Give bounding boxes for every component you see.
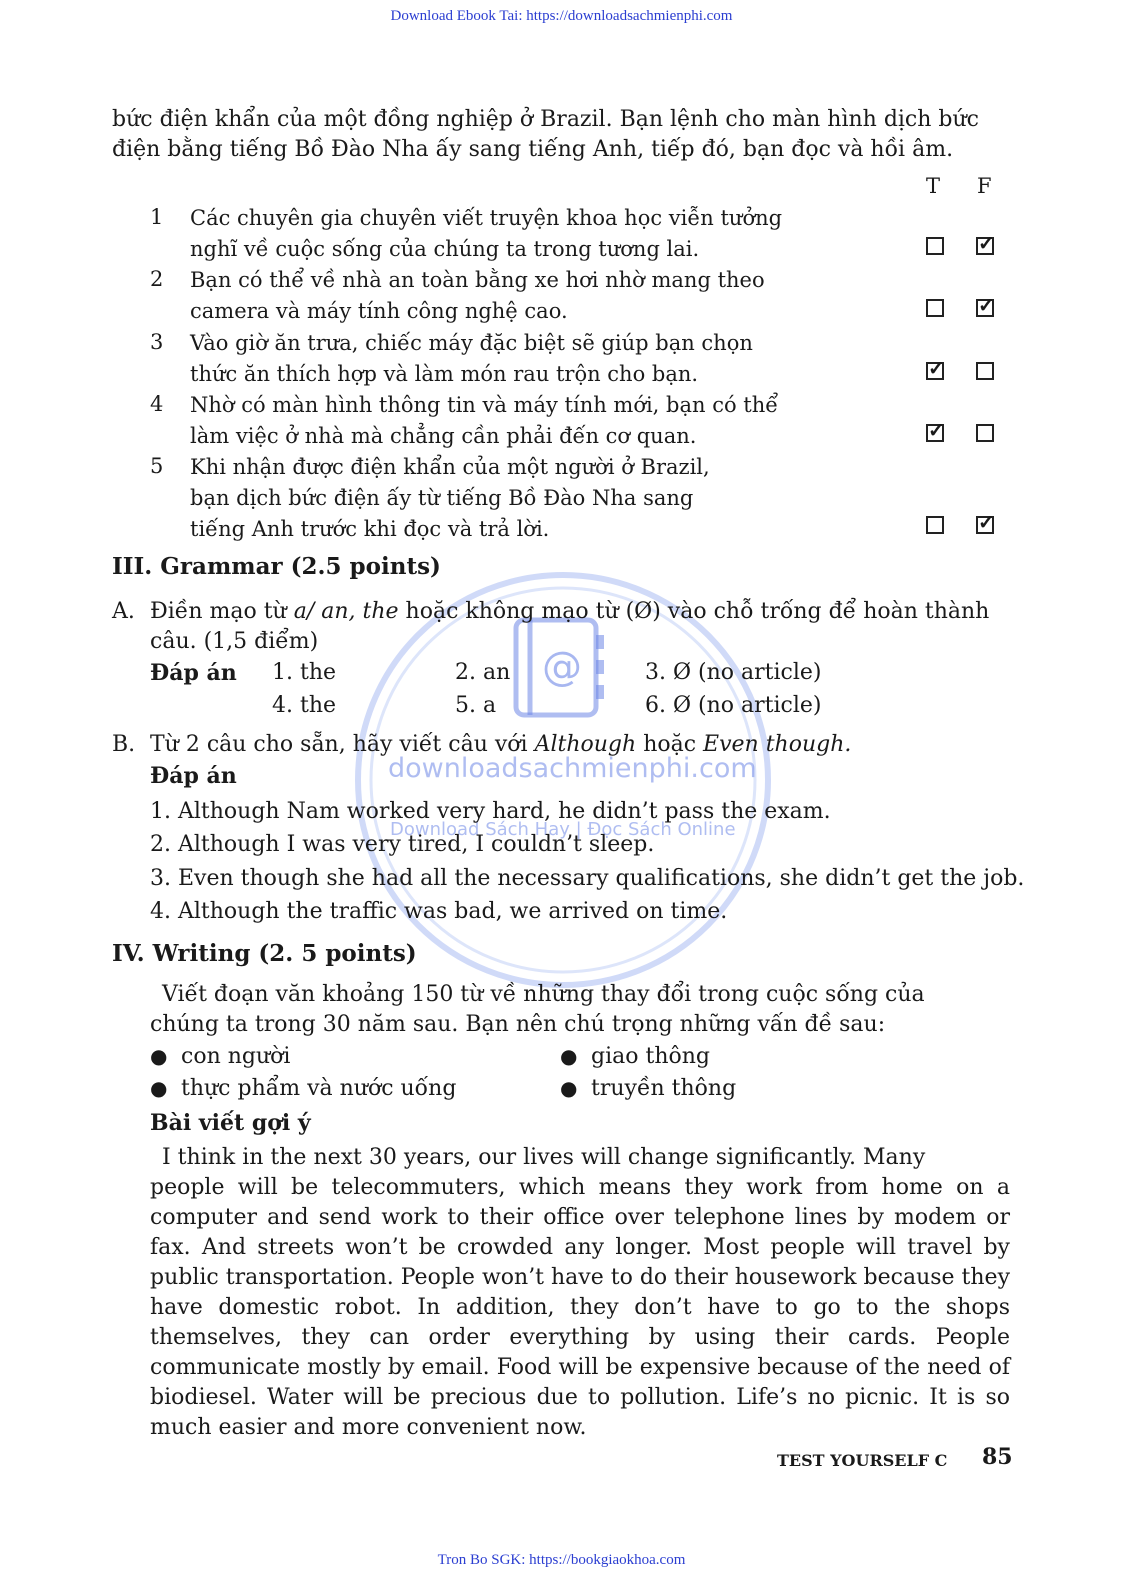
tf-item-number: 4: [150, 392, 164, 416]
bullet-item: thực phẩm và nước uống: [181, 1076, 457, 1101]
essay-line: public transportation. People won’t have to do their housework because they: [150, 1265, 1010, 1290]
b-answer-item: 3. Even though she had all the necessary qualifications, she didn’t get the job.: [150, 866, 1025, 891]
check-icon: ✓: [978, 293, 995, 317]
essay-line: biodiesel. Water will be precious due to pollution. Life’s no picnic. It is so: [150, 1385, 1010, 1410]
writing-heading: IV. Writing (2. 5 points): [112, 940, 417, 967]
bullet-icon: ●: [560, 1076, 578, 1100]
grammar-a-answer-label: Đáp án: [150, 660, 237, 686]
grammar-b-answer-label: Đáp án: [150, 763, 237, 789]
watermark-logo: [348, 565, 778, 995]
page-number: 85: [982, 1444, 1013, 1470]
false-checkbox[interactable]: [976, 293, 995, 317]
tf-item-number: 2: [150, 267, 164, 291]
false-checkbox[interactable]: [976, 362, 994, 380]
intro-line-2: điện bằng tiếng Bồ Đào Nha ấy sang tiếng Anh, tiếp đó, bạn đọc và hồi âm.: [112, 137, 954, 162]
watermark-site: downloadsachmienphi.com: [388, 753, 757, 784]
watermark-circle-icon: [348, 565, 778, 995]
true-checkbox[interactable]: [926, 356, 945, 380]
check-icon: ✓: [978, 510, 995, 534]
essay-line: communicate mostly by email. Food will be expensive because of the need of: [150, 1355, 1010, 1380]
essay-line: themselves, they can order everything by using their cards. People: [150, 1325, 1010, 1350]
footer-sgk-link[interactable]: Tron Bo SGK: https://bookgiaokhoa.com: [437, 1552, 686, 1568]
false-checkbox[interactable]: [976, 424, 994, 442]
tf-item-text: Bạn có thể về nhà an toàn bằng xe hơi nhờ mang theo camera và máy tính công nghệ cao.: [190, 268, 765, 323]
grammar-b-instruction: Từ 2 câu cho sẵn, hãy viết câu với Although hoặc Even though.: [150, 732, 852, 757]
bullet-icon: ●: [150, 1044, 168, 1068]
sample-heading: Bài viết gợi ý: [150, 1110, 311, 1136]
intro-line-1: bức điện khẩn của một đồng nghiệp ở Brazil. Bạn lệnh cho màn hình dịch bức: [112, 107, 979, 132]
writing-prompt-1: Viết đoạn văn khoảng 150 từ về những thay đổi trong cuộc sống của: [162, 982, 925, 1007]
watermark-tagline: Download Sách Hay | Đọc Sách Online: [390, 819, 736, 840]
tf-item-text: Vào giờ ăn trưa, chiếc máy đặc biệt sẽ giúp bạn chọn thức ăn thích hợp và làm món rau trộn cho bạn.: [190, 331, 753, 386]
answer-item: 6. Ø (no article): [645, 693, 822, 718]
false-checkbox[interactable]: [976, 231, 995, 255]
answer-item: 2. an: [455, 660, 511, 685]
writing-prompt-2: chúng ta trong 30 năm sau. Bạn nên chú trọng những vấn đề sau:: [150, 1012, 886, 1037]
essay-line: I think in the next 30 years, our lives will change significantly. Many: [162, 1145, 926, 1170]
tf-item-text: Các chuyên gia chuyên viết truyện khoa học viễn tưởng nghĩ về cuộc sống của chúng ta trong tương lai.: [190, 206, 783, 261]
svg-text:@: @: [542, 644, 582, 690]
b-answer-item: 2. Although I was very tired, I couldn’t sleep.: [150, 832, 655, 857]
bullet-icon: ●: [560, 1044, 578, 1068]
tf-item-text: Khi nhận được điện khẩn của một người ở Brazil, bạn dịch bức điện ấy từ tiếng Bồ Đào Nha sang tiếng Anh trước khi đọc và trả lời.: [190, 455, 710, 541]
grammar-a-label: A.: [112, 599, 135, 624]
tf-header-f: F: [977, 174, 992, 198]
answer-item: 1. the: [272, 660, 337, 685]
essay-line: fax. And streets won’t be crowded any longer. Most people will travel by: [150, 1235, 1010, 1260]
essay-line: much easier and more convenient now.: [150, 1415, 587, 1440]
bullet-item: truyền thông: [591, 1076, 737, 1101]
b-answer-item: 4. Although the traffic was bad, we arrived on time.: [150, 899, 728, 924]
essay-line: have domestic robot. In addition, they don’t have to go to the shops: [150, 1295, 1010, 1320]
essay-line: computer and send work to their office over telephone lines by modem or: [150, 1205, 1010, 1230]
b-answer-item: 1. Although Nam worked very hard, he didn’t pass the exam.: [150, 799, 831, 824]
check-icon: ✓: [928, 356, 945, 380]
essay-line: people will be telecommuters, which means they work from home on a: [150, 1175, 1010, 1200]
answer-item: 3. Ø (no article): [645, 660, 822, 685]
true-checkbox[interactable]: [926, 237, 944, 255]
running-footer-label: TEST YOURSELF C: [777, 1451, 948, 1470]
tf-header-t: T: [926, 174, 941, 198]
bullet-item: giao thông: [591, 1044, 710, 1069]
bullet-icon: ●: [150, 1076, 168, 1100]
tf-item-text: Nhờ có màn hình thông tin và máy tính mới, bạn có thể làm việc ở nhà mà chẳng cần phải đến cơ quan.: [190, 393, 779, 448]
grammar-a-instruction: Điền mạo từ a/ an, the hoặc không mạo từ (Ø) vào chỗ trống để hoàn thành: [150, 599, 990, 624]
bullet-item: con người: [181, 1044, 291, 1069]
tf-item-number: 5: [150, 454, 164, 478]
tf-item-number: 3: [150, 330, 164, 354]
true-checkbox[interactable]: [926, 418, 945, 442]
true-checkbox[interactable]: [926, 516, 944, 534]
true-checkbox[interactable]: [926, 299, 944, 317]
grammar-b-label: B.: [112, 732, 136, 757]
grammar-heading: III. Grammar (2.5 points): [112, 553, 441, 580]
answer-item: 5. a: [455, 693, 497, 718]
check-icon: ✓: [978, 231, 995, 255]
false-checkbox[interactable]: [976, 510, 995, 534]
tf-item-number: 1: [150, 205, 164, 229]
check-icon: ✓: [928, 418, 945, 442]
answer-item: 4. the: [272, 693, 337, 718]
header-download-link[interactable]: Download Ebook Tai: https://downloadsachmienphi.com: [390, 8, 733, 24]
grammar-a-instruction-2: câu. (1,5 điểm): [150, 629, 319, 654]
